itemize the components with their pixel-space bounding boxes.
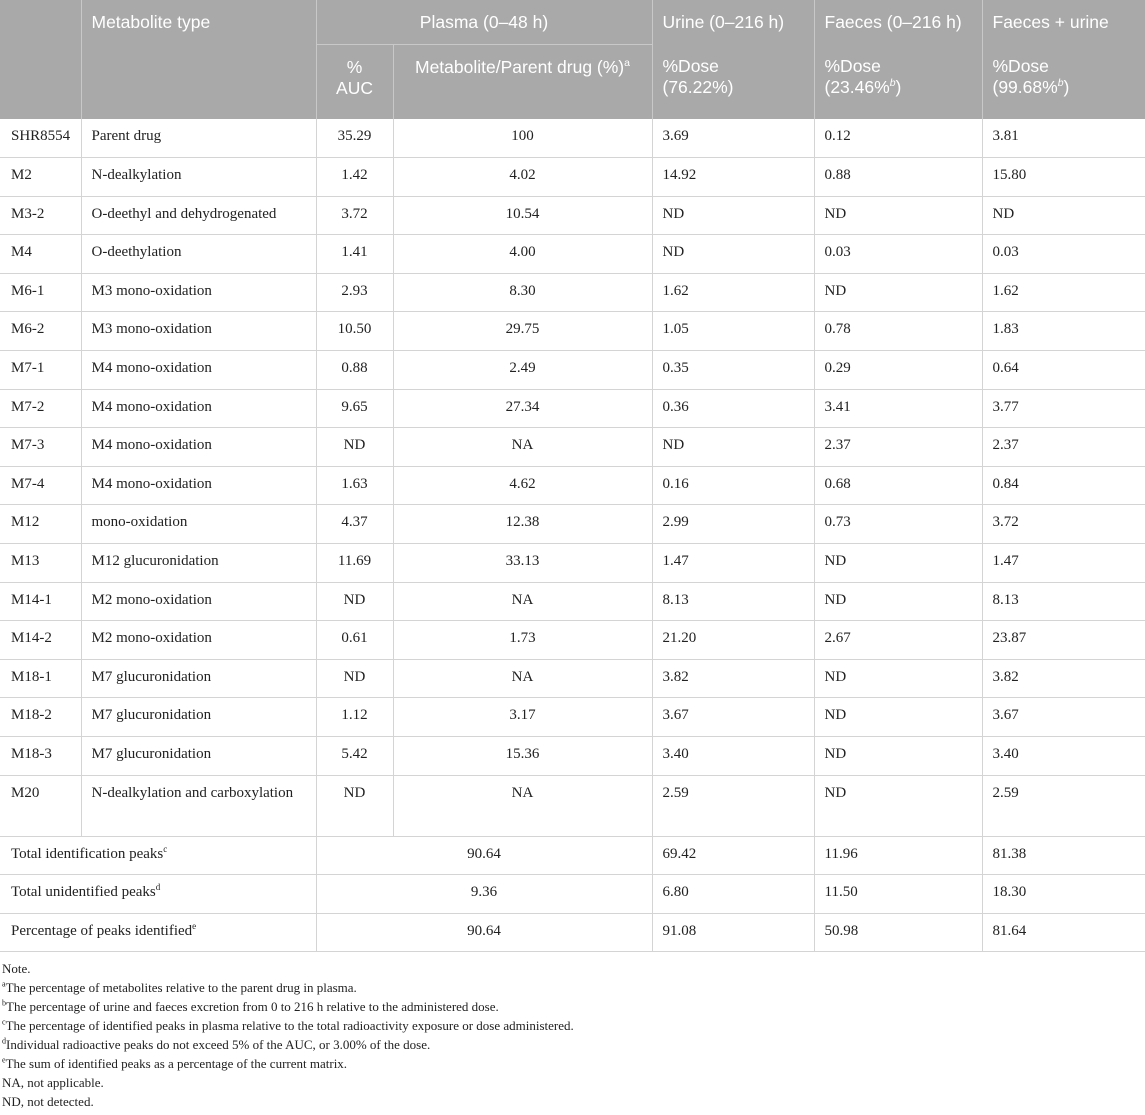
totals-total-cell: 18.30 bbox=[982, 875, 1145, 914]
note-title: Note. bbox=[2, 961, 31, 977]
plasma-ratio-cell: 27.34 bbox=[393, 389, 652, 428]
total-dose-cell: ND bbox=[982, 196, 1145, 235]
plasma-auc-cell: 2.93 bbox=[316, 273, 393, 312]
faeces-dose-cell: 0.03 bbox=[814, 235, 982, 274]
plasma-auc-cell: 1.42 bbox=[316, 158, 393, 197]
total-dose-cell: 3.40 bbox=[982, 737, 1145, 776]
note-b-marker: b bbox=[2, 999, 7, 1009]
totals-row bbox=[0, 836, 1145, 875]
totals-urine-cell: 91.08 bbox=[652, 913, 814, 952]
metabolite-type-cell: M4 mono-oxidation bbox=[81, 351, 316, 390]
plasma-ratio-cell: 8.30 bbox=[393, 273, 652, 312]
metabolite-id-cell: M6-1 bbox=[0, 273, 81, 312]
urine-dose-cell: 1.62 bbox=[652, 273, 814, 312]
totals-plasma-cell: 9.36 bbox=[316, 875, 652, 914]
total-dose-cell: 3.67 bbox=[982, 698, 1145, 737]
metabolite-id-cell: M7-1 bbox=[0, 351, 81, 390]
header-plasma bbox=[316, 0, 652, 44]
table-notes bbox=[0, 952, 1145, 1111]
table-row bbox=[0, 544, 1145, 583]
metabolite-type-cell: M2 mono-oxidation bbox=[81, 582, 316, 621]
totals-plasma-cell: 90.64 bbox=[316, 836, 652, 875]
metabolite-type-cell: M4 mono-oxidation bbox=[81, 389, 316, 428]
urine-dose-cell: 2.59 bbox=[652, 775, 814, 836]
plasma-auc-cell: ND bbox=[316, 428, 393, 467]
table-row bbox=[0, 737, 1145, 776]
metabolite-id-cell: M7-2 bbox=[0, 389, 81, 428]
urine-dose-cell: 0.16 bbox=[652, 466, 814, 505]
metabolite-id-cell: M3-2 bbox=[0, 196, 81, 235]
faeces-dose-cell: 0.88 bbox=[814, 158, 982, 197]
table-row bbox=[0, 273, 1145, 312]
faeces-dose-cell: 2.37 bbox=[814, 428, 982, 467]
faeces-dose-cell: ND bbox=[814, 659, 982, 698]
plasma-ratio-cell: 33.13 bbox=[393, 544, 652, 583]
urine-dose-cell: 2.99 bbox=[652, 505, 814, 544]
plasma-auc-cell: 3.72 bbox=[316, 196, 393, 235]
metabolite-id-cell: M14-1 bbox=[0, 582, 81, 621]
metabolite-id-cell: M6-2 bbox=[0, 312, 81, 351]
faeces-dose-cell: 0.68 bbox=[814, 466, 982, 505]
note-e-text: The sum of identified peaks as a percentage of the current matrix. bbox=[5, 1056, 348, 1072]
note-a-marker: a bbox=[2, 980, 6, 990]
table-row bbox=[0, 389, 1145, 428]
table-row bbox=[0, 312, 1145, 351]
plasma-ratio-cell: 4.00 bbox=[393, 235, 652, 274]
metabolite-type-cell: O-deethylation bbox=[81, 235, 316, 274]
header-faeces-dose-pct: (23.46% bbox=[824, 77, 890, 97]
urine-dose-cell: 21.20 bbox=[652, 621, 814, 660]
plasma-auc-cell: ND bbox=[316, 659, 393, 698]
totals-total-cell: 81.38 bbox=[982, 836, 1145, 875]
table-row bbox=[0, 119, 1145, 158]
faeces-dose-cell: 2.67 bbox=[814, 621, 982, 660]
totals-urine-cell: 6.80 bbox=[652, 875, 814, 914]
plasma-ratio-cell: NA bbox=[393, 775, 652, 836]
header-faeces-dose-footnote: b bbox=[889, 77, 896, 90]
total-dose-cell: 23.87 bbox=[982, 621, 1145, 660]
metabolite-type-cell: O-deethyl and dehydrogenated bbox=[81, 196, 316, 235]
totals-faeces-cell: 50.98 bbox=[814, 913, 982, 952]
note-c-text: The percentage of identified peaks in plasma relative to the total radioactivity exposure or dose administered. bbox=[5, 1018, 574, 1034]
total-dose-cell: 1.83 bbox=[982, 312, 1145, 351]
metabolite-type-cell: M12 glucuronidation bbox=[81, 544, 316, 583]
totals-row bbox=[0, 913, 1145, 952]
urine-dose-cell: 8.13 bbox=[652, 582, 814, 621]
metabolite-id-cell: M18-3 bbox=[0, 737, 81, 776]
header-id-cell bbox=[0, 0, 81, 119]
table-header bbox=[0, 0, 1145, 119]
table-row bbox=[0, 466, 1145, 505]
plasma-ratio-cell: 10.54 bbox=[393, 196, 652, 235]
faeces-dose-cell: ND bbox=[814, 582, 982, 621]
totals-row bbox=[0, 875, 1145, 914]
header-faeces bbox=[814, 0, 982, 44]
header-ratio bbox=[393, 44, 652, 119]
plasma-auc-cell: 5.42 bbox=[316, 737, 393, 776]
plasma-ratio-cell: 15.36 bbox=[393, 737, 652, 776]
header-fu-dose-footnote: b bbox=[1057, 77, 1064, 90]
metabolite-type-cell: Parent drug bbox=[81, 119, 316, 158]
urine-dose-cell: ND bbox=[652, 235, 814, 274]
faeces-dose-cell: ND bbox=[814, 698, 982, 737]
header-metabolite-type-label: Metabolite type bbox=[91, 12, 211, 32]
table-row bbox=[0, 428, 1145, 467]
plasma-ratio-cell: 12.38 bbox=[393, 505, 652, 544]
totals-footnote: c bbox=[163, 843, 168, 854]
metabolite-id-cell: SHR8554 bbox=[0, 119, 81, 158]
plasma-auc-cell: 0.61 bbox=[316, 621, 393, 660]
plasma-auc-cell: 9.65 bbox=[316, 389, 393, 428]
note-nd: ND, not detected. bbox=[2, 1094, 94, 1110]
note-c bbox=[2, 1016, 1145, 1035]
header-faeces-dose-close: ) bbox=[895, 77, 902, 97]
faeces-dose-cell: ND bbox=[814, 544, 982, 583]
totals-label-cell bbox=[0, 836, 316, 875]
table-row bbox=[0, 659, 1145, 698]
total-dose-cell: 15.80 bbox=[982, 158, 1145, 197]
urine-dose-cell: ND bbox=[652, 428, 814, 467]
metabolite-type-cell: M2 mono-oxidation bbox=[81, 621, 316, 660]
urine-dose-cell: 1.47 bbox=[652, 544, 814, 583]
faeces-dose-cell: 0.12 bbox=[814, 119, 982, 158]
header-faeces-dose bbox=[814, 44, 982, 119]
totals-footnote: d bbox=[155, 882, 161, 893]
urine-dose-cell: 3.40 bbox=[652, 737, 814, 776]
urine-dose-cell: ND bbox=[652, 196, 814, 235]
totals-faeces-cell: 11.50 bbox=[814, 875, 982, 914]
urine-dose-cell: 0.35 bbox=[652, 351, 814, 390]
plasma-ratio-cell: NA bbox=[393, 428, 652, 467]
note-b-text: The percentage of urine and faeces excretion from 0 to 216 h relative to the administered dose. bbox=[6, 999, 499, 1015]
metabolite-id-cell: M18-2 bbox=[0, 698, 81, 737]
table-row bbox=[0, 698, 1145, 737]
total-dose-cell: 2.37 bbox=[982, 428, 1145, 467]
metabolite-id-cell: M4 bbox=[0, 235, 81, 274]
header-faeces-dose-label: %Dose bbox=[824, 56, 881, 76]
total-dose-cell: 1.47 bbox=[982, 544, 1145, 583]
urine-dose-cell: 1.05 bbox=[652, 312, 814, 351]
plasma-ratio-cell: 1.73 bbox=[393, 621, 652, 660]
note-a-text: The percentage of metabolites relative to the parent drug in plasma. bbox=[5, 980, 357, 996]
metabolite-id-cell: M18-1 bbox=[0, 659, 81, 698]
totals-total-cell: 81.64 bbox=[982, 913, 1145, 952]
note-na: NA, not applicable. bbox=[2, 1075, 104, 1091]
metabolite-type-cell: M7 glucuronidation bbox=[81, 659, 316, 698]
plasma-auc-cell: 1.12 bbox=[316, 698, 393, 737]
plasma-auc-cell: 4.37 bbox=[316, 505, 393, 544]
plasma-ratio-cell: 4.02 bbox=[393, 158, 652, 197]
urine-dose-cell: 3.69 bbox=[652, 119, 814, 158]
header-faeces-label: Faeces (0–216 h) bbox=[824, 12, 962, 32]
metabolite-id-cell: M7-3 bbox=[0, 428, 81, 467]
note-a bbox=[2, 978, 1145, 997]
plasma-ratio-cell: NA bbox=[393, 582, 652, 621]
header-fu-dose-label: %Dose bbox=[992, 56, 1049, 76]
plasma-ratio-cell: NA bbox=[393, 659, 652, 698]
header-ratio-label: Metabolite/Parent drug (%) bbox=[415, 56, 625, 77]
metabolite-type-cell: M4 mono-oxidation bbox=[81, 466, 316, 505]
plasma-auc-cell: 0.88 bbox=[316, 351, 393, 390]
urine-dose-cell: 14.92 bbox=[652, 158, 814, 197]
metabolite-id-cell: M2 bbox=[0, 158, 81, 197]
plasma-auc-cell: 11.69 bbox=[316, 544, 393, 583]
totals-label: Percentage of peaks identified bbox=[11, 922, 193, 939]
plasma-auc-cell: 10.50 bbox=[316, 312, 393, 351]
note-d bbox=[2, 1035, 1145, 1054]
total-dose-cell: 0.84 bbox=[982, 466, 1145, 505]
plasma-auc-cell: 1.63 bbox=[316, 466, 393, 505]
total-dose-cell: 0.64 bbox=[982, 351, 1145, 390]
metabolite-id-cell: M14-2 bbox=[0, 621, 81, 660]
faeces-dose-cell: ND bbox=[814, 737, 982, 776]
table-row bbox=[0, 505, 1145, 544]
totals-plasma-cell: 90.64 bbox=[316, 913, 652, 952]
header-ratio-footnote: a bbox=[624, 56, 630, 69]
plasma-auc-cell: 1.41 bbox=[316, 235, 393, 274]
note-b bbox=[2, 997, 1145, 1016]
table-body bbox=[0, 119, 1145, 952]
table-row bbox=[0, 158, 1145, 197]
total-dose-cell: 8.13 bbox=[982, 582, 1145, 621]
urine-dose-cell: 3.82 bbox=[652, 659, 814, 698]
faeces-dose-cell: 3.41 bbox=[814, 389, 982, 428]
total-dose-cell: 3.82 bbox=[982, 659, 1145, 698]
metabolite-type-cell: M7 glucuronidation bbox=[81, 698, 316, 737]
header-fu-dose bbox=[982, 44, 1145, 119]
table-row bbox=[0, 582, 1145, 621]
metabolite-type-cell: M7 glucuronidation bbox=[81, 737, 316, 776]
header-fu-dose-close: ) bbox=[1063, 77, 1070, 97]
header-faeces-urine-label: Faeces + urine bbox=[992, 12, 1109, 32]
note-c-marker: c bbox=[2, 1018, 6, 1028]
table-row bbox=[0, 775, 1145, 836]
totals-label-cell bbox=[0, 913, 316, 952]
note-d-marker: d bbox=[2, 1037, 7, 1047]
urine-dose-cell: 3.67 bbox=[652, 698, 814, 737]
plasma-ratio-cell: 4.62 bbox=[393, 466, 652, 505]
table-row bbox=[0, 351, 1145, 390]
plasma-ratio-cell: 2.49 bbox=[393, 351, 652, 390]
metabolite-type-cell: N-dealkylation bbox=[81, 158, 316, 197]
note-e-marker: e bbox=[2, 1056, 6, 1066]
plasma-ratio-cell: 29.75 bbox=[393, 312, 652, 351]
metabolite-id-cell: M7-4 bbox=[0, 466, 81, 505]
table-row bbox=[0, 621, 1145, 660]
totals-faeces-cell: 11.96 bbox=[814, 836, 982, 875]
faeces-dose-cell: 0.78 bbox=[814, 312, 982, 351]
table-row bbox=[0, 196, 1145, 235]
faeces-dose-cell: 0.29 bbox=[814, 351, 982, 390]
total-dose-cell: 0.03 bbox=[982, 235, 1145, 274]
metabolite-type-cell: M4 mono-oxidation bbox=[81, 428, 316, 467]
total-dose-cell: 3.72 bbox=[982, 505, 1145, 544]
plasma-auc-cell: ND bbox=[316, 775, 393, 836]
table-row bbox=[0, 235, 1145, 274]
metabolite-type-cell: M3 mono-oxidation bbox=[81, 312, 316, 351]
faeces-dose-cell: 0.73 bbox=[814, 505, 982, 544]
header-urine-dose-pct: (76.22%) bbox=[662, 77, 734, 97]
totals-urine-cell: 69.42 bbox=[652, 836, 814, 875]
header-auc bbox=[316, 44, 393, 119]
total-dose-cell: 3.77 bbox=[982, 389, 1145, 428]
plasma-auc-cell: 35.29 bbox=[316, 119, 393, 158]
metabolite-type-cell: N-dealkylation and carboxylation bbox=[81, 775, 316, 836]
totals-footnote: e bbox=[192, 920, 197, 931]
header-urine-dose bbox=[652, 44, 814, 119]
faeces-dose-cell: ND bbox=[814, 273, 982, 312]
header-urine-label: Urine (0–216 h) bbox=[662, 12, 785, 32]
metabolite-type-cell: mono-oxidation bbox=[81, 505, 316, 544]
header-metabolite-type bbox=[81, 0, 316, 119]
header-urine bbox=[652, 0, 814, 44]
urine-dose-cell: 0.36 bbox=[652, 389, 814, 428]
note-d-text: Individual radioactive peaks do not exceed 5% of the AUC, or 3.00% of the dose. bbox=[6, 1037, 431, 1053]
total-dose-cell: 1.62 bbox=[982, 273, 1145, 312]
plasma-ratio-cell: 3.17 bbox=[393, 698, 652, 737]
plasma-ratio-cell: 100 bbox=[393, 119, 652, 158]
metabolite-type-cell: M3 mono-oxidation bbox=[81, 273, 316, 312]
header-urine-dose-label: %Dose bbox=[662, 56, 719, 76]
total-dose-cell: 2.59 bbox=[982, 775, 1145, 836]
faeces-dose-cell: ND bbox=[814, 775, 982, 836]
totals-label: Total unidentified peaks bbox=[11, 884, 156, 901]
totals-label: Total identification peaks bbox=[11, 845, 164, 862]
header-faeces-urine bbox=[982, 0, 1145, 44]
metabolite-id-cell: M13 bbox=[0, 544, 81, 583]
header-plasma-label: Plasma (0–48 h) bbox=[419, 12, 549, 32]
metabolite-id-cell: M20 bbox=[0, 775, 81, 836]
header-auc-label: % AUC bbox=[336, 56, 373, 98]
faeces-dose-cell: ND bbox=[814, 196, 982, 235]
totals-label-cell bbox=[0, 875, 316, 914]
header-fu-dose-pct: (99.68% bbox=[992, 77, 1058, 97]
total-dose-cell: 3.81 bbox=[982, 119, 1145, 158]
note-e bbox=[2, 1054, 1145, 1073]
plasma-auc-cell: ND bbox=[316, 582, 393, 621]
metabolite-id-cell: M12 bbox=[0, 505, 81, 544]
